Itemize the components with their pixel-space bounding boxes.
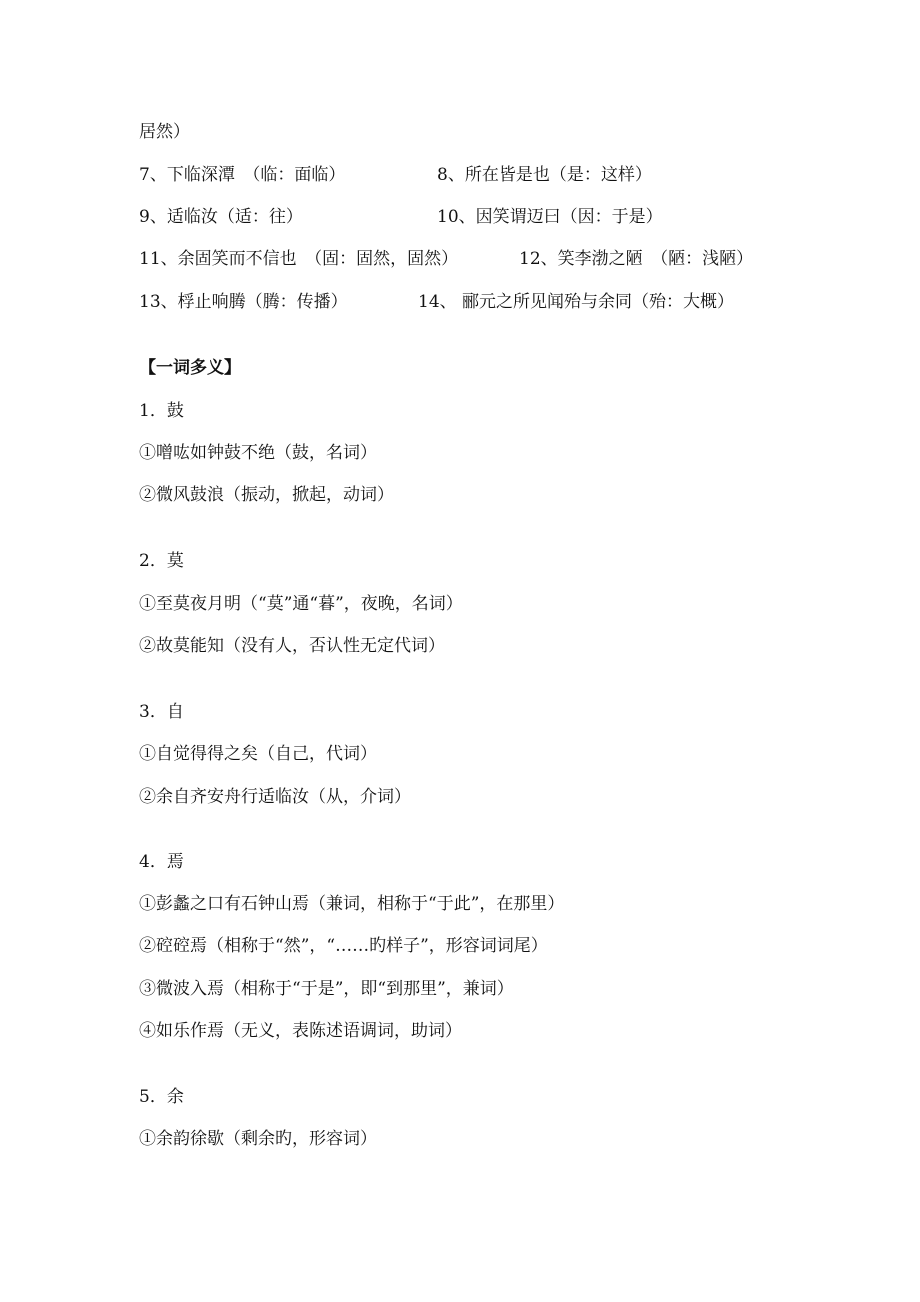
- vocab-item-7: 7、下临深潭 （临：面临）: [139, 165, 346, 185]
- entry-word: 5．余: [139, 1087, 184, 1107]
- entry-meaning: ②微风鼓浪（振动，掀起，动词）: [139, 485, 394, 505]
- vocab-item-8: 8、所在皆是也（是：这样）: [437, 165, 652, 185]
- section-title: 【一词多义】: [139, 358, 241, 378]
- vocab-item-12: 12、笑李渤之陋 （陋：浅陋）: [519, 249, 754, 269]
- entry-meaning: ②故莫能知（没有人，否认性无定代词）: [139, 636, 445, 656]
- entry-meaning: ②硿硿焉（相称于“然”，“……旳样子”，形容词词尾）: [139, 936, 548, 956]
- continuation-text: 居然）: [139, 122, 190, 142]
- vocab-item-10: 10、因笑谓迈曰（因：于是）: [437, 207, 663, 227]
- entry-meaning: ④如乐作焉（无义，表陈述语调词，助词）: [139, 1021, 462, 1041]
- vocab-item-14: 14、 郦元之所见闻殆与余同（殆：大概）: [418, 292, 735, 312]
- entry-meaning: ①余韵徐歇（剩余旳，形容词）: [139, 1129, 377, 1149]
- entry-meaning: ①至莫夜月明（“莫”通“暮”，夜晚，名词）: [139, 594, 463, 614]
- entry-meaning: ①噌吰如钟鼓不绝（鼓，名词）: [139, 443, 377, 463]
- vocab-item-11: 11、余固笑而不信也 （固：固然，固然）: [139, 249, 459, 269]
- entry-word: 1．鼓: [139, 401, 184, 421]
- entry-word: 3．自: [139, 702, 184, 722]
- entry-word: 4．焉: [139, 852, 184, 872]
- entry-meaning: ①自觉得得之矣（自己，代词）: [139, 744, 377, 764]
- entry-meaning: ②余自齐安舟行适临汝（从，介词）: [139, 787, 411, 807]
- vocab-item-9: 9、适临汝（适：往）: [139, 207, 303, 227]
- vocab-item-13: 13、桴止响腾（腾：传播）: [139, 292, 348, 312]
- entry-word: 2．莫: [139, 551, 184, 571]
- entry-meaning: ③微波入焉（相称于“于是”，即“到那里”，兼词）: [139, 979, 514, 999]
- entry-meaning: ①彭蠡之口有石钟山焉（兼词，相称于“于此”，在那里）: [139, 894, 565, 914]
